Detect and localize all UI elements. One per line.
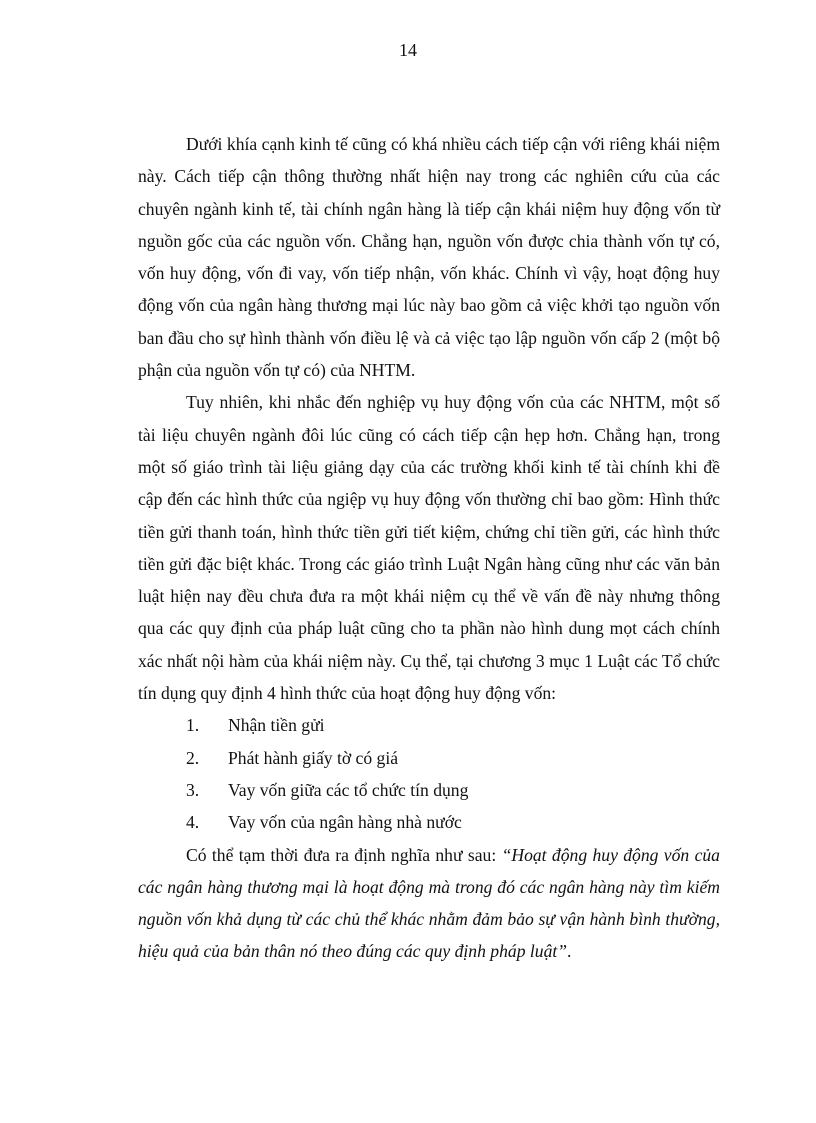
paragraph: Dưới khía cạnh kinh tế cũng có khá nhiều cách tiếp cận với riêng khái niệm này. Cách tiếp cận thông thường nhất hiện nay trong các nghiên cứu của các chuyên ngành kinh tế, tài chính ngân hàng là tiếp cận khái niệm huy động vốn từ nguồn gốc của các nguồn vốn. Chẳng hạn, nguồn vốn được chia thành vốn tự có, vốn huy động, vốn đi vay, vốn tiếp nhận, vốn khác. Chính vì vậy, hoạt động huy động vốn của ngân hàng thương mại lúc này bao gồm cả việc khởi tạo nguồn vốn ban đầu cho sự hình thành vốn điều lệ và cả việc tạo lập nguồn vốn cấp 2 (một bộ phận của nguồn vốn tự có) của NHTM. <box>138 134 720 381</box>
list-item-text: Nhận tiền gửi <box>228 715 325 736</box>
page-number: 14 <box>399 40 417 60</box>
definition-quote: “Hoạt động huy động vốn của các ngân hàng thương mại là hoạt động mà trong đó các ngân hàng này tìm kiếm nguồn vốn khả dụng từ các chủ thể khác nhằm đảm bảo sự vận hành bình thường, hiệu quả của bản thân nó theo đúng các quy định pháp luật” <box>138 844 720 962</box>
fundraising-forms-list <box>138 709 720 838</box>
document-body <box>138 128 720 968</box>
list-item-number: 1. <box>186 715 200 736</box>
list-item-number: 3. <box>186 779 200 800</box>
definition-end: . <box>567 941 572 962</box>
list-item <box>138 774 720 806</box>
paragraph: Tuy nhiên, khi nhắc đến nghiệp vụ huy động vốn của các NHTM, một số tài liệu chuyên ngành đôi lúc cũng có cách tiếp cận hẹp hơn. Chẳng hạn, trong một số giáo trình tài liệu giảng dạy của các trường khối kinh tế tài chính khi đề cập đến các hình thức của ngiệp vụ huy động vốn thường chỉ bao gồm: Hình thức tiền gửi thanh toán, hình thức tiền gửi tiết kiệm, chứng chỉ tiền gửi, các hình thức tiền gửi đặc biệt khác. Trong các giáo trình Luật Ngân hàng cũng như các văn bản luật hiện nay đều chưa đưa ra một khái niệm cụ thể về vấn đề này nhưng thông qua các quy định của pháp luật cũng cho ta phần nào hình dung mọt cách chính xác nhất nội hàm của khái niệm này. Cụ thể, tại chương 3 mục 1 Luật các Tổ chức tín dụng quy định 4 hình thức của hoạt động huy động vốn: <box>138 392 720 704</box>
definition-paragraph <box>138 839 720 968</box>
list-item-number: 4. <box>186 812 200 833</box>
list-item-text: Phát hành giấy tờ có giá <box>228 747 399 768</box>
list-item-text: Vay vốn giữa các tổ chức tín dụng <box>228 779 469 800</box>
list-item <box>138 742 720 774</box>
list-item-number: 2. <box>186 747 200 768</box>
list-item <box>138 806 720 838</box>
list-item-text: Vay vốn của ngân hàng nhà nước <box>228 812 462 833</box>
definition-lead: Có thể tạm thời đưa ra định nghĩa như sau: <box>186 844 502 865</box>
list-item <box>138 709 720 741</box>
